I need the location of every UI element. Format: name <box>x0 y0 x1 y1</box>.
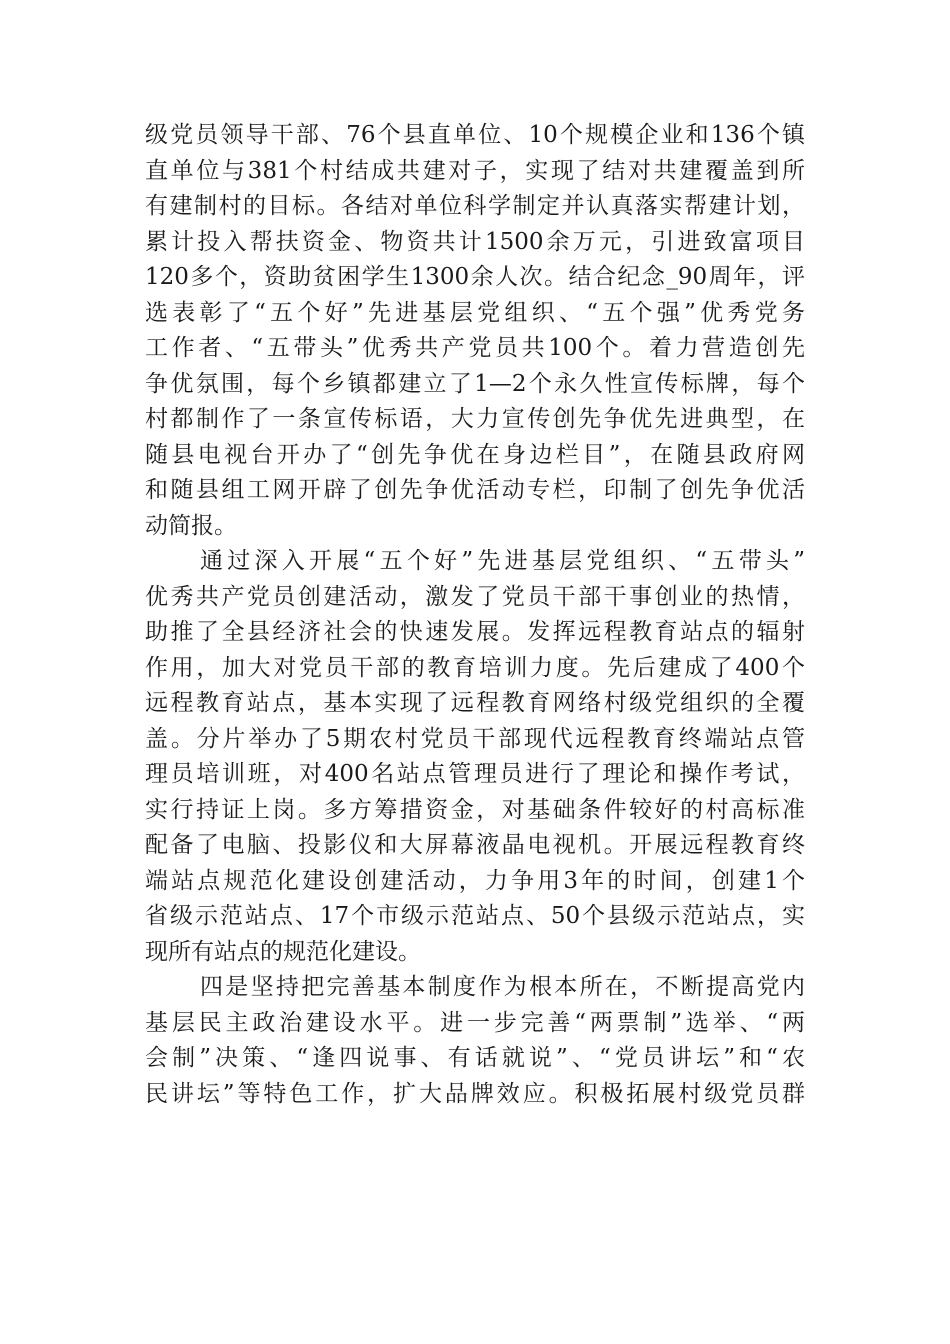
text-line: 会制”决策、“逢四说事、有话就说”、“党员讲坛”和“农 <box>145 1045 805 1071</box>
document-body <box>145 118 805 1112</box>
text-line: 累计投入帮扶资金、物资共计1500余万元，引进致富项目 <box>145 228 805 255</box>
text-line: 现所有站点的规范化建设。 <box>145 938 421 965</box>
paragraph-1 <box>145 118 805 544</box>
text-line: 随县电视台开办了“创先争优在身边栏目”，在随县政府网 <box>145 441 805 468</box>
text-line: 作用，加大对党员干部的教育培训力度。先后建成了400个 <box>145 654 805 681</box>
text-line: 工作者、“五带头”优秀共产党员共100个。着力营造创先 <box>145 335 805 361</box>
text-line: 直单位与381个村结成共建对子，实现了结对共建覆盖到所 <box>145 157 805 184</box>
text-line: 盖。分片举办了5期农村党员干部现代远程教育终端站点管 <box>145 725 805 752</box>
text-line: 端站点规范化建设创建活动，力争用3年的时间，创建1个 <box>145 867 805 894</box>
text-line: 通过深入开展“五个好”先进基层党组织、“五带头” <box>200 548 805 574</box>
text-line: 理员培训班，对400名站点管理员进行了理论和操作考试， <box>145 761 805 787</box>
text-line: 和随县组工网开辟了创先争优活动专栏，印制了创先争优活 <box>145 477 805 503</box>
text-line: 四是坚持把完善基本制度作为根本所在，不断提高党内 <box>200 974 805 1000</box>
text-line: 有建制村的目标。各结对单位科学制定并认真落实帮建计划， <box>145 193 805 219</box>
text-line: 民讲坛”等特色工作，扩大品牌效应。积极拓展村级党员群 <box>145 1080 805 1107</box>
text-line: 选表彰了“五个好”先进基层党组织、“五个强”优秀党务 <box>145 299 805 326</box>
text-line: 优秀共产党员创建活动，激发了党员干部干事创业的热情， <box>145 583 805 610</box>
text-line: 配备了电脑、投影仪和大屏幕液晶电视机。开展远程教育终 <box>145 832 805 858</box>
text-line: 动简报。 <box>145 512 237 539</box>
text-line: 120多个，资助贫困学生1300余人次。结合纪念_90周年，评 <box>145 264 805 290</box>
text-line: 远程教育站点，基本实现了远程教育网络村级党组织的全覆 <box>145 690 805 716</box>
text-line: 基层民主政治建设水平。进一步完善“两票制”选举、“两 <box>145 1009 805 1036</box>
text-line: 助推了全县经济社会的快速发展。发挥远程教育站点的辐射 <box>145 619 805 645</box>
text-line: 实行持证上岗。多方筹措资金，对基础条件较好的村高标准 <box>145 796 805 823</box>
paragraph-3 <box>145 970 805 1112</box>
text-line: 省级示范站点、17个市级示范站点、50个县级示范站点，实 <box>145 903 805 929</box>
text-line: 级党员领导干部、76个县直单位、10个规模企业和136个镇 <box>145 122 805 148</box>
paragraph-2 <box>145 544 805 970</box>
text-line: 争优氛围，每个乡镇都建立了1—2个永久性宣传标牌，每个 <box>145 370 805 397</box>
text-line: 村都制作了一条宣传标语，大力宣传创先争优先进典型，在 <box>145 406 805 432</box>
